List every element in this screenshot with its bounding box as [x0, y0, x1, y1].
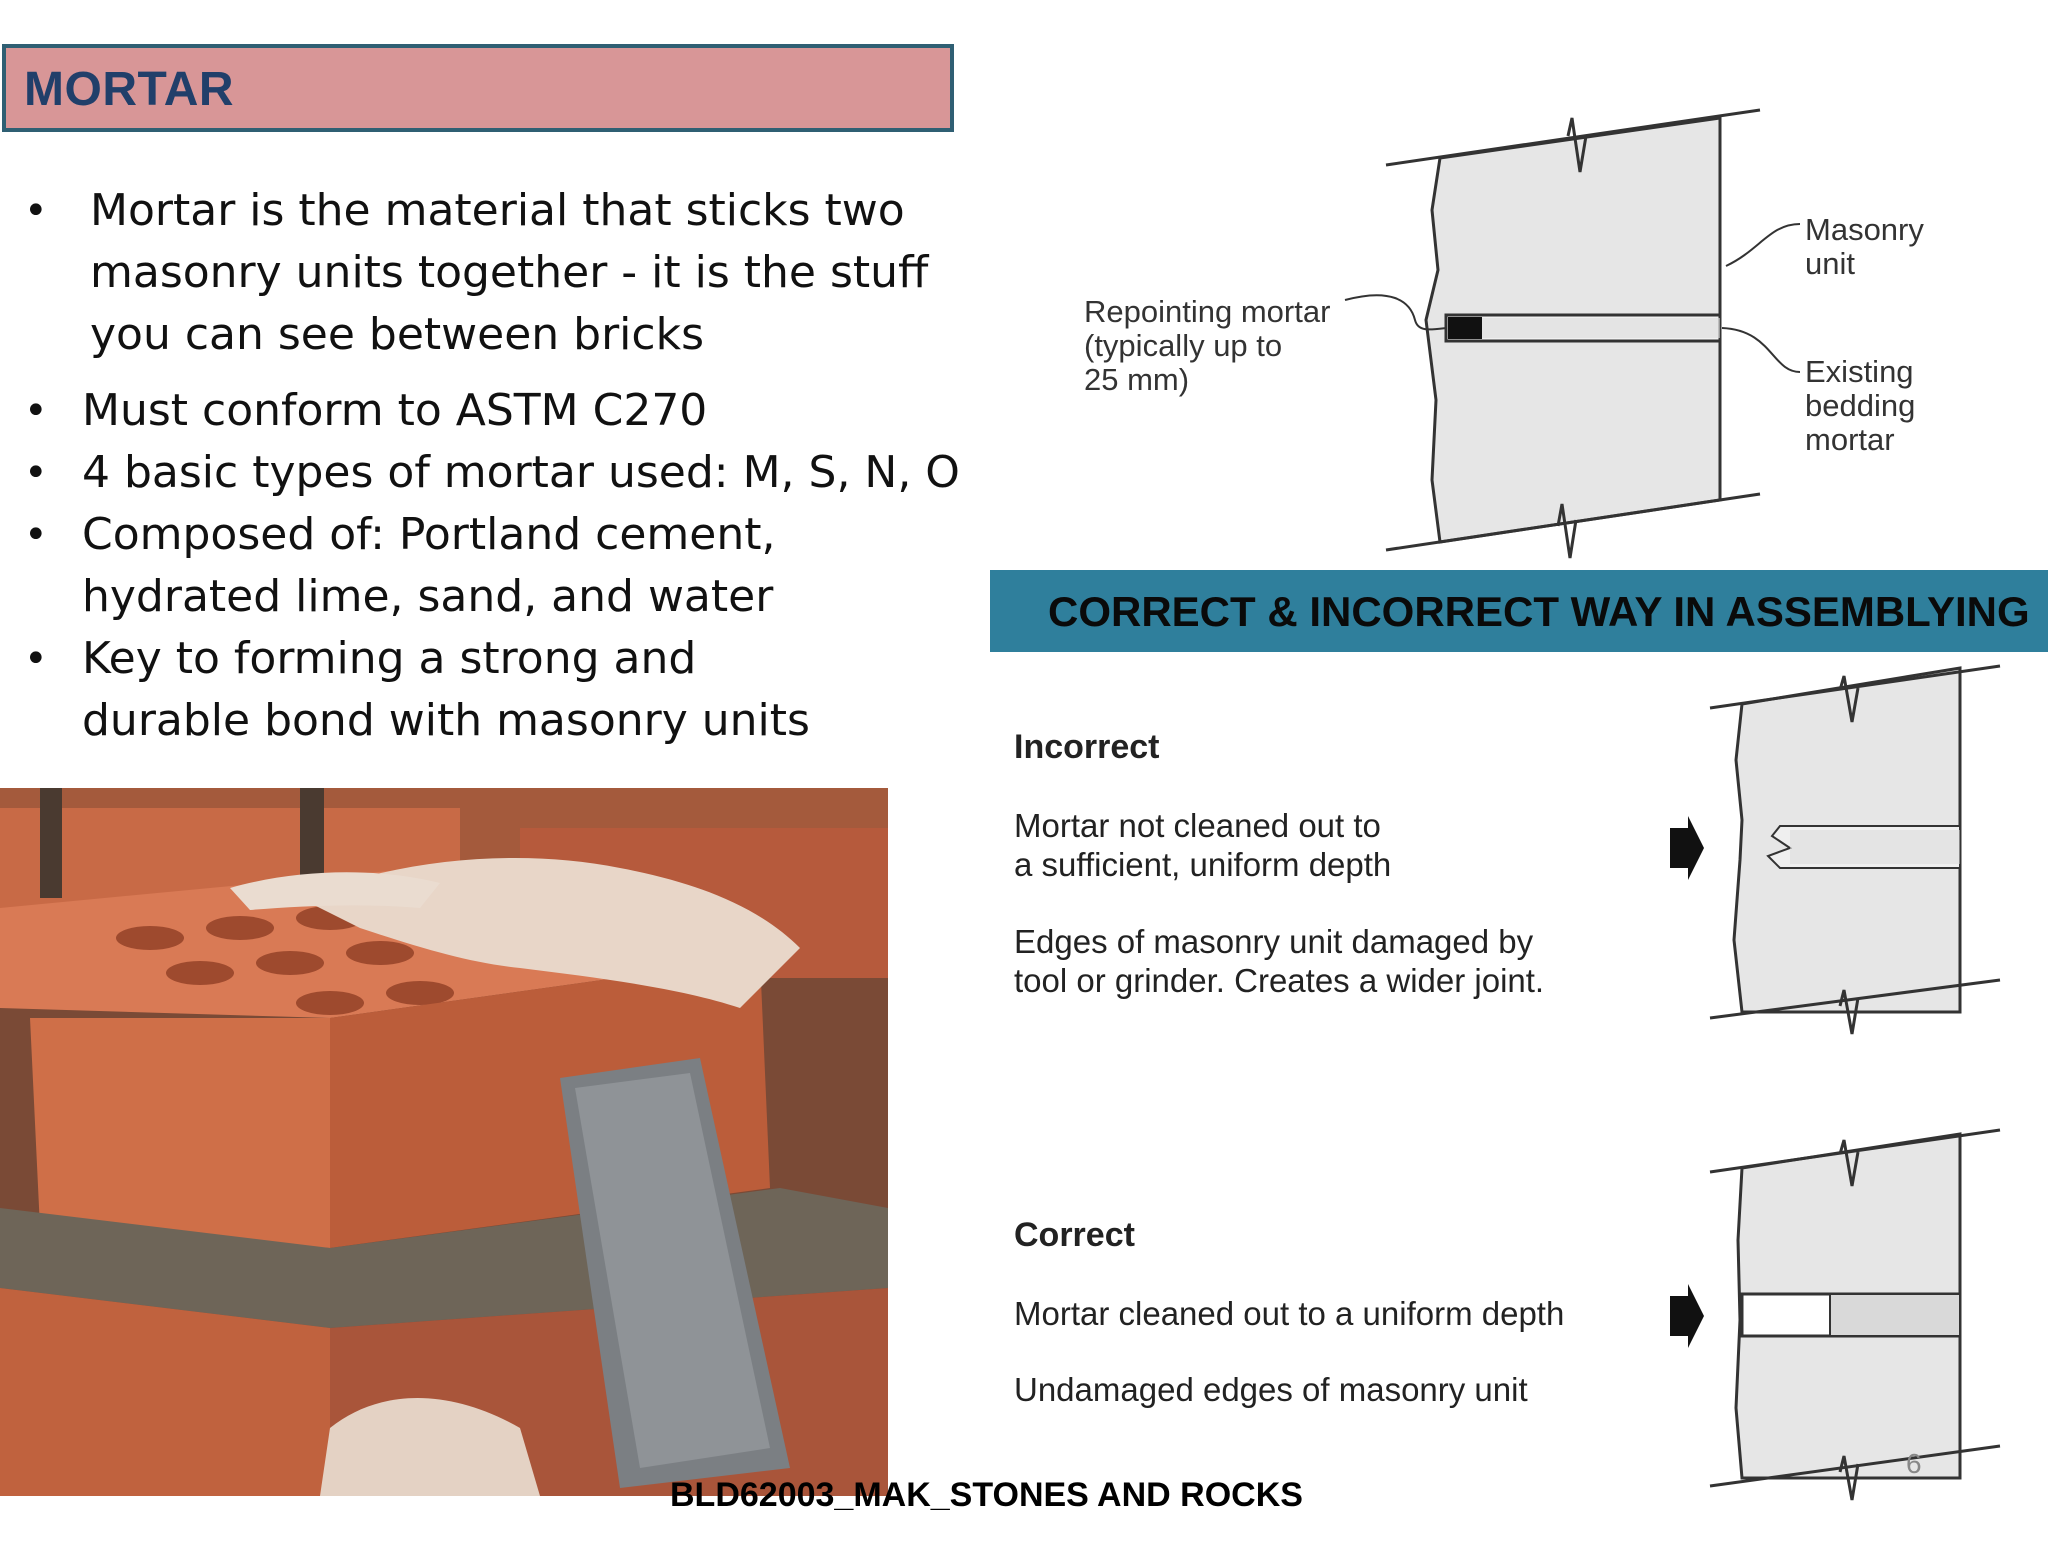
incorrect-line-1b: a sufficient, uniform depth	[1014, 846, 1392, 883]
incorrect-line-2b: tool or grinder. Creates a wider joint.	[1014, 962, 1545, 999]
repointing-label-2: (typically up to	[1084, 328, 1283, 363]
incorrect-line-1a: Mortar not cleaned out to	[1014, 807, 1381, 844]
bedding-label-2: bedding	[1805, 388, 1916, 423]
masonry-label-1: Masonry	[1805, 212, 1924, 247]
bullet-item: • Composed of: Portland cement, hydrated lime, sand, and water	[0, 504, 782, 628]
slide-title-box	[2, 44, 954, 132]
banner-title: CORRECT & INCORRECT WAY IN ASSEMBLYING	[1048, 588, 2030, 635]
bullet-dot: •	[24, 636, 48, 682]
correct-heading: Correct	[1014, 1216, 1135, 1254]
bullet-item: • Key to forming a strong and durable bond with masonry units	[0, 628, 862, 752]
incorrect-arrow-icon	[1670, 816, 1704, 880]
joint-comparison-diagram	[1640, 660, 2048, 1536]
bricklaying-photo	[0, 788, 888, 1496]
repointing-label-1: Repointing mortar	[1084, 294, 1331, 329]
slide-title: MORTAR	[24, 63, 235, 116]
bullet-item: • Must conform to ASTM C270	[0, 380, 960, 442]
incorrect-heading: Incorrect	[1014, 728, 1160, 766]
bullet-list	[0, 180, 960, 752]
correct-line-1: Mortar cleaned out to a uniform depth	[1014, 1295, 1565, 1332]
slide-footer: BLD62003_MAK_STONES AND ROCKS	[670, 1476, 1303, 1514]
masonry-label-2: unit	[1805, 246, 1855, 281]
repointing-diagram	[1060, 100, 2020, 560]
bedding-label-1: Existing	[1805, 354, 1914, 389]
section-banner	[990, 570, 2048, 652]
repointing-label-3: 25 mm)	[1084, 362, 1190, 397]
correct-line-2: Undamaged edges of masonry unit	[1014, 1371, 1528, 1408]
bullet-dot: •	[24, 450, 48, 496]
page-number: 6	[1906, 1448, 1922, 1479]
bullet-item: • 4 basic types of mortar used: M, S, N, O	[0, 442, 960, 504]
bullet-dot: •	[24, 512, 48, 558]
bedding-label-3: mortar	[1805, 422, 1895, 457]
bullet-dot: •	[24, 388, 48, 434]
correct-arrow-icon	[1670, 1284, 1704, 1348]
incorrect-line-2a: Edges of masonry unit damaged by	[1014, 923, 1534, 960]
bullet-dot: •	[24, 188, 48, 234]
bullet-item: • Mortar is the material that sticks two masonry units together - it is the stuff you can see between bricks	[0, 180, 960, 366]
